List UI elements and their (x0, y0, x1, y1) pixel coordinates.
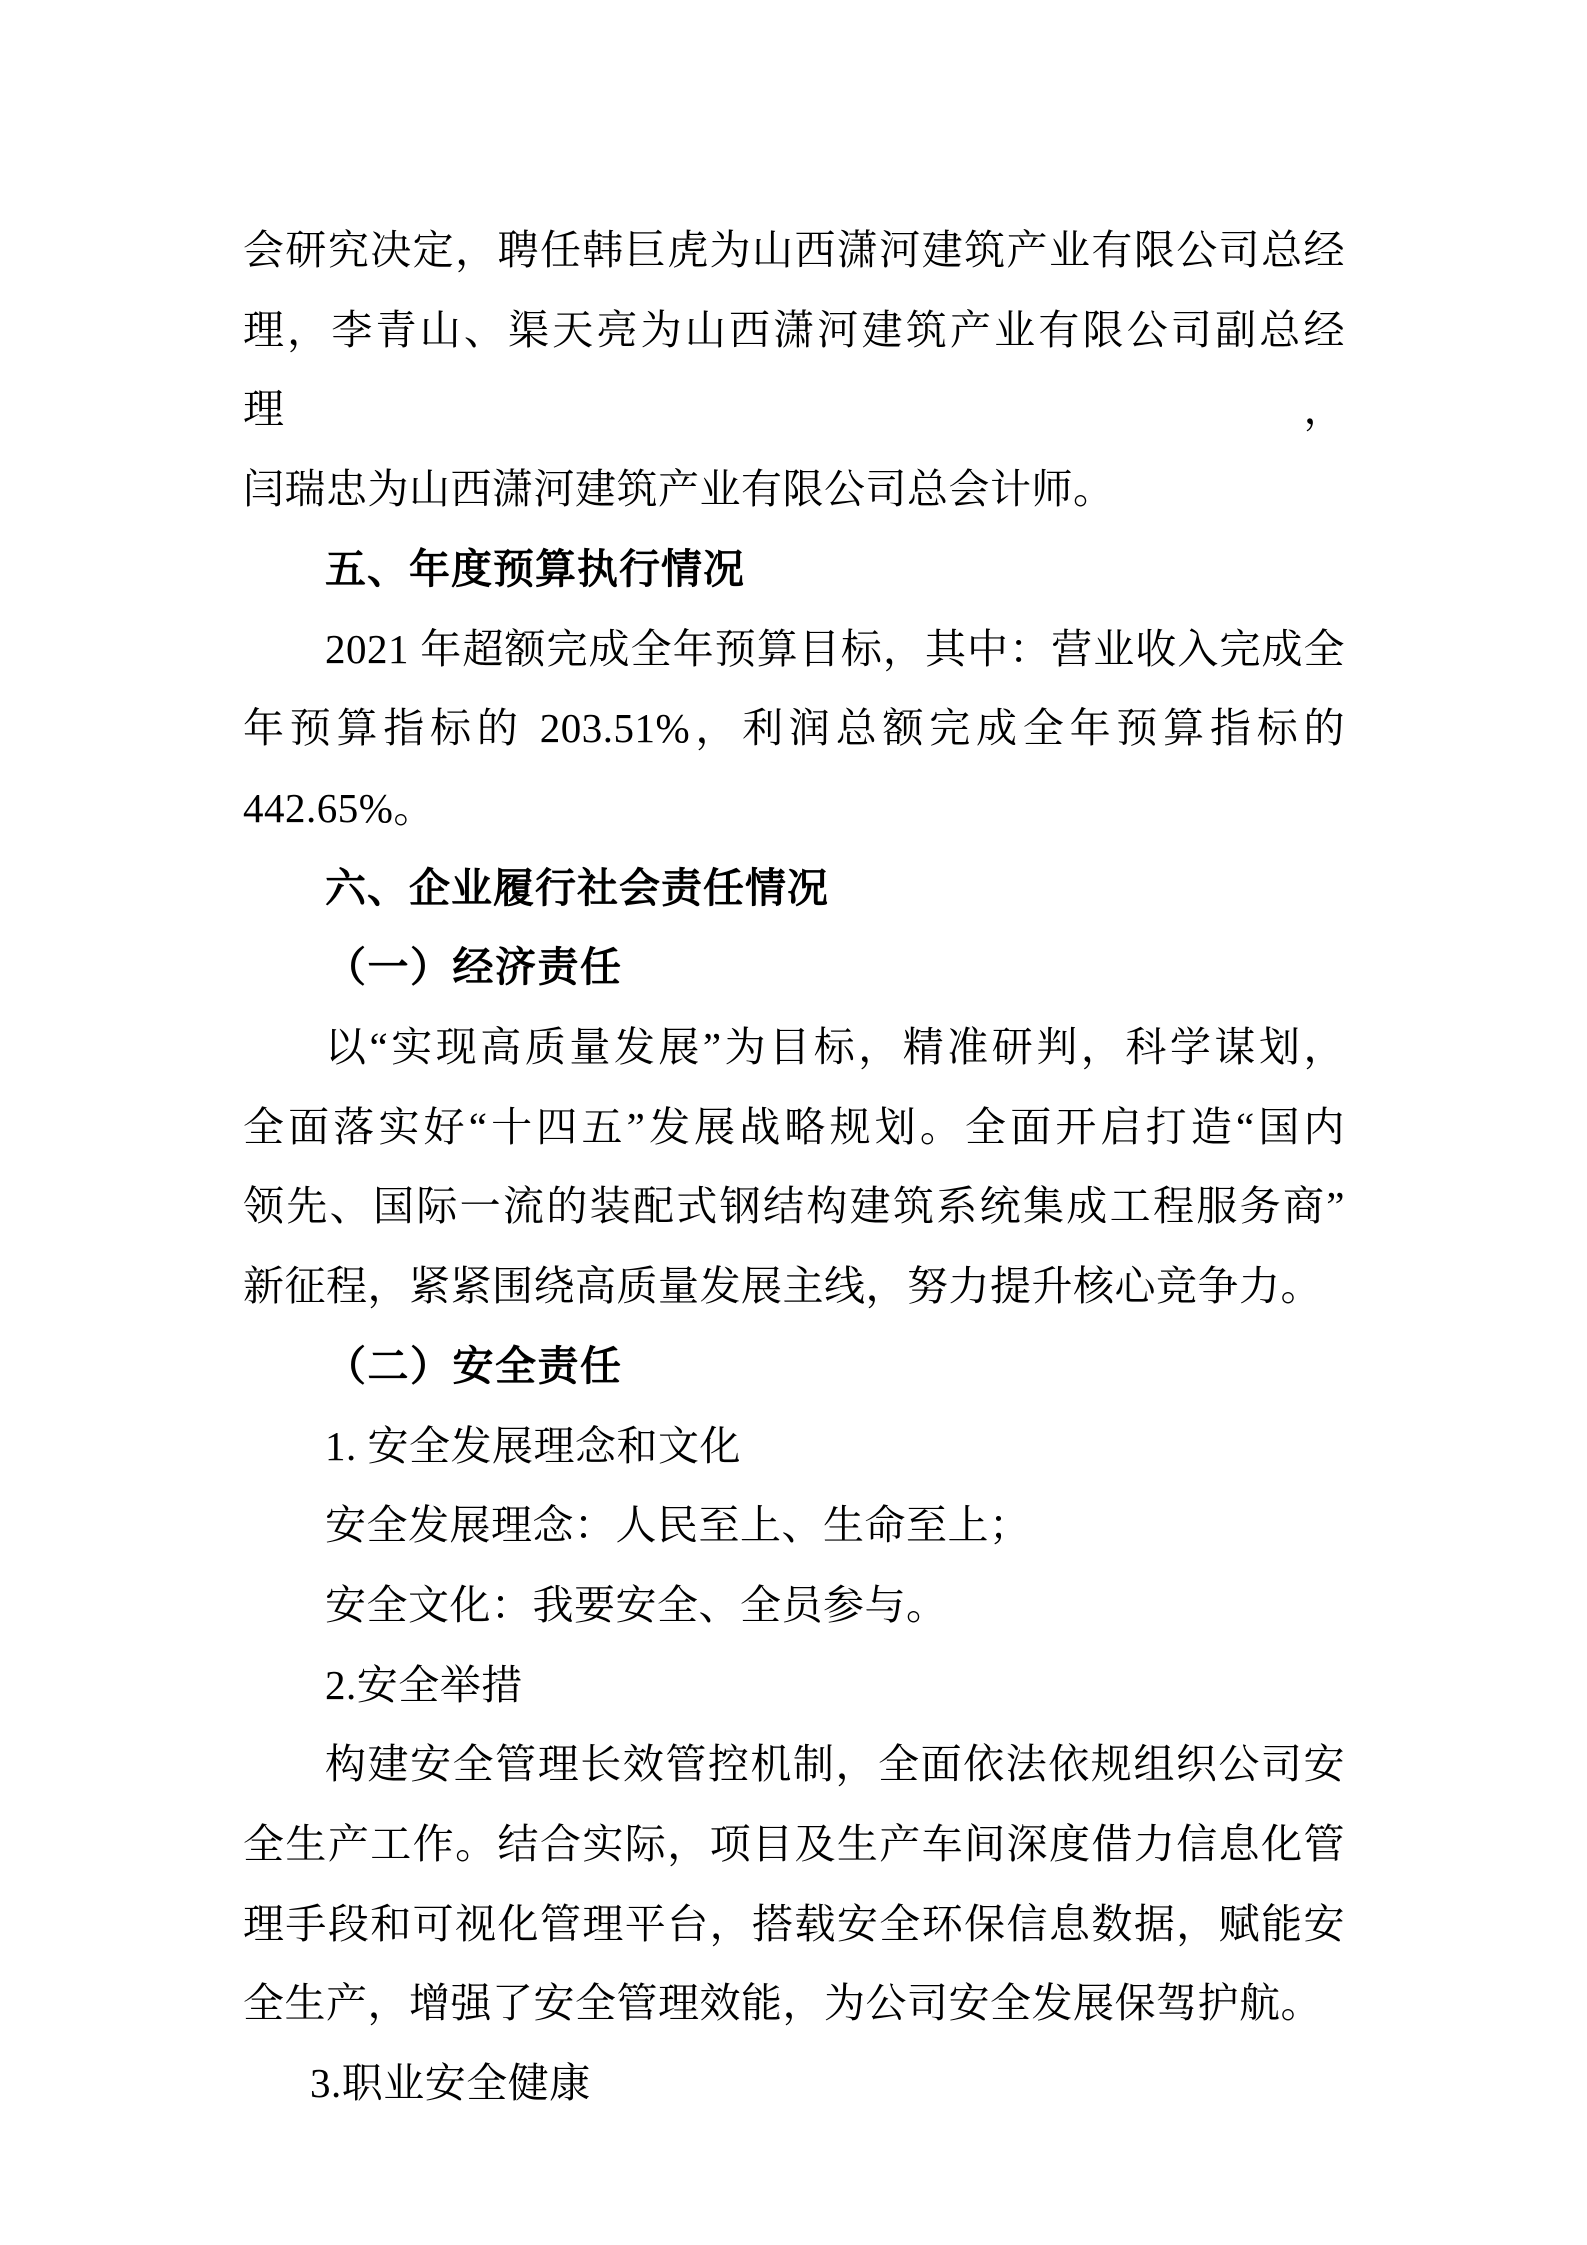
body-line: 全面落实好“十四五”发展战略规划。全面开启打造“国内 (243, 1103, 1345, 1150)
body-line: 领先、国际一流的装配式钢结构建筑系统集成工程服务商” (243, 1183, 1345, 1230)
numbered-item-3-occupational-health: 3.职业安全健康 (310, 2060, 591, 2107)
numbered-item-1-safety-concept: 1. 安全发展理念和文化 (325, 1422, 741, 1469)
numbered-item-2-safety-measures: 2.安全举措 (325, 1661, 523, 1708)
body-line: 安全发展理念：人民至上、生命至上； (325, 1502, 1031, 1549)
body-line: 安全文化：我要安全、全员参与。 (325, 1581, 948, 1628)
body-line: 以“实现高质量发展”为目标，精准研判，科学谋划， (325, 1024, 1345, 1071)
heading-section-6-social-responsibility: 六、企业履行社会责任情况 (325, 864, 829, 911)
body-line: 理，李青山、渠天亮为山西潇河建筑产业有限公司副总经理， (243, 306, 1345, 433)
body-line: 442.65%。 (243, 784, 435, 831)
body-line: 全生产工作。结合实际，项目及生产车间深度借力信息化管 (243, 1821, 1345, 1868)
body-line: 2021 年超额完成全年预算目标，其中：营业收入完成全 (325, 625, 1345, 672)
heading-section-5-budget-execution: 五、年度预算执行情况 (325, 545, 745, 592)
body-line: 理手段和可视化管理平台，搭载安全环保信息数据，赋能安 (243, 1900, 1345, 1947)
subheading-safety-responsibility: （二）安全责任 (325, 1342, 623, 1389)
body-line: 构建安全管理长效管控机制，全面依法依规组织公司安 (325, 1741, 1345, 1788)
body-line: 会研究决定，聘任韩巨虎为山西潇河建筑产业有限公司总经 (243, 227, 1345, 273)
body-line: 年预算指标的 203.51%，利润总额完成全年预算指标的 (243, 705, 1345, 752)
body-line: 全生产，增强了安全管理效能，为公司安全发展保驾护航。 (243, 1980, 1322, 2027)
subheading-economic-responsibility: （一）经济责任 (325, 944, 623, 991)
body-line: 闫瑞忠为山西潇河建筑产业有限公司总会计师。 (243, 466, 1115, 513)
text-block (243, 211, 1345, 2124)
body-line: 新征程，紧紧围绕高质量发展主线，努力提升核心竞争力。 (243, 1263, 1322, 1310)
